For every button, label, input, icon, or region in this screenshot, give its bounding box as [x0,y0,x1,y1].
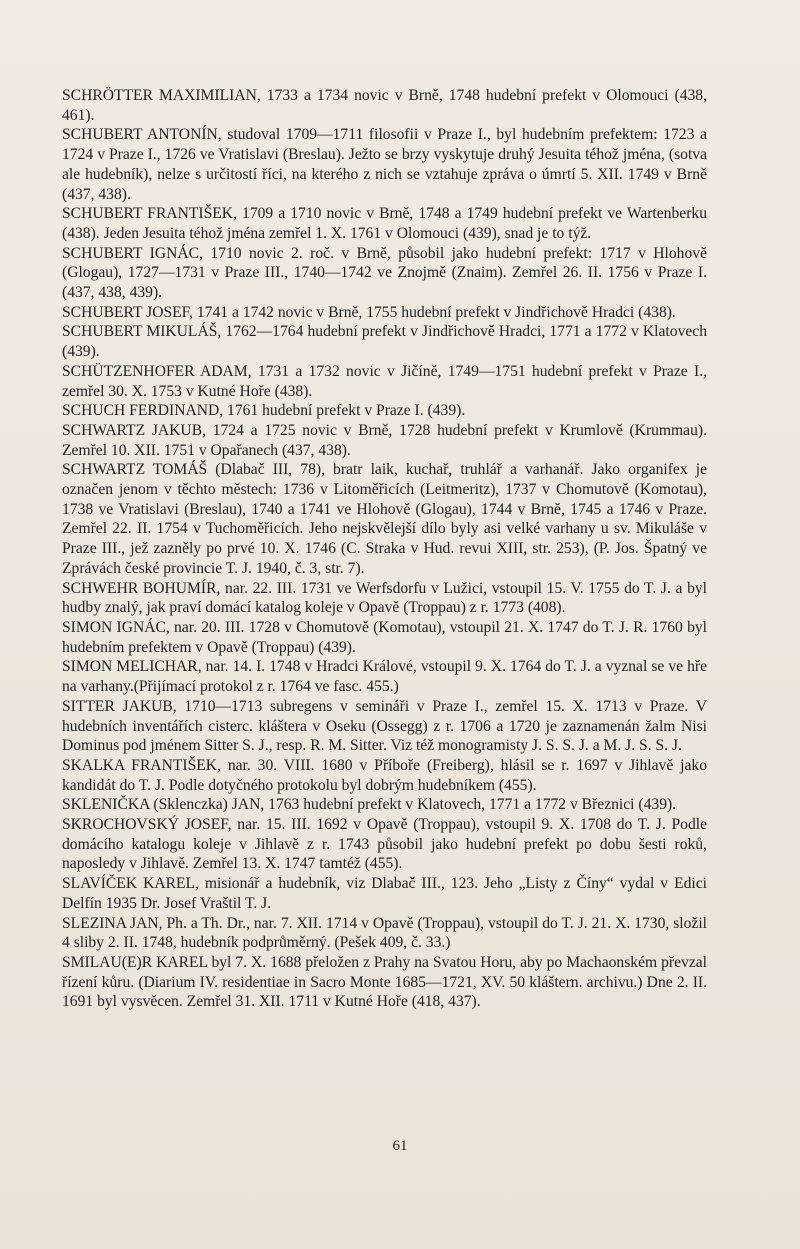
entry-schubert-antonin: SCHUBERT ANTONÍN, studoval 1709—1711 filosofii v Praze I., byl hudebním prefektem: 1723 a 1724 v Praze I., 1726 ve Vratislavi (Breslau). Ježto se brzy vyskytuje druhý Jesuita téhož jména, (sotva ale hudebník), nelze s určitostí říci, na kterého z nich se vztahuje zpráva o úmrtí 5. XII. 1749 v Brně (437, 438). [62,126,707,203]
entry-skrochovsky-josef: SKROCHOVSKÝ JOSEF, nar. 15. III. 1692 v Opavě (Troppau), vstoupil 9. X. 1708 do T. J. Podle domácího katalogu koleje v Jihlavě z r. 1743 působil jako hudební prefekt po dobu šesti roků, naposledy v Jihlavě. Zemřel 13. X. 1747 tamtéž (455). [62,816,707,873]
entry-smilauer-karel: SMILAU(E)R KAREL byl 7. X. 1688 přeložen z Prahy na Svatou Horu, aby po Machaonském převzal řízení kůru. (Diarium IV. residentiae in Sacro Monte 1685—1721, XV. 50 kláštern. archivu.) Dne 2. II. 1691 byl vysvěcen. Zemřel 31. XII. 1711 v Kutné Hoře (418, 437). [62,953,707,1011]
entry-schuch-ferdinand: SCHUCH FERDINAND, 1761 hudební prefekt v Praze I. (439). [62,402,466,420]
entry-sitter-jakub: SITTER JAKUB, 1710—1713 subregens v semináři v Praze I., zemřel 15. X. 1713 v Praze. V hudebních inventářích cisterc. kláštera v Oseku (Ossegg) z r. 1706 a 1720 je zaznamenán žalm Nisi Dominus pod jménem Sitter S. J., resp. R. M. Sitter. Viz též monogramisty J. S. S. J. a M. J. S. S. J. [62,697,707,755]
entry-sklenicka-jan: SKLENIČKA (Sklenczka) JAN, 1763 hudební prefekt v Klatovech, 1771 a 1772 v Březnici (439). [62,796,677,814]
entry-schwartz-jakub: SCHWARTZ JAKUB, 1724 a 1725 novic v Brně, 1728 hudební prefekt v Krumlově (Krummau). Zemřel 10. XII. 1751 v Opařanech (437, 438). [62,421,707,459]
entry-schubert-mikulas: SCHUBERT MIKULÁŠ, 1762—1764 hudební prefekt v Jindřichově Hradci, 1771 a 1772 v Klatovech (439). [62,323,707,361]
entry-schubert-ignac: SCHUBERT IGNÁC, 1710 novic 2. roč. v Brně, působil jako hudební prefekt: 1717 v Hlohově (Glogau), 1727—1731 v Praze III., 1740—1742 ve Znojmě (Znaim). Zemřel 26. II. 1756 v Praze I. (437, 438, 439). [62,244,707,302]
entry-list [62,86,707,1012]
entry-simon-melichar: SIMON MELICHAR, nar. 14. I. 1748 v Hradci Králové, vstoupil 9. X. 1764 do T. J. a vyznal se ve hře na varhany.(Přijímací protokol z r. 1764 ve fasc. 455.) [62,658,707,696]
entry-schubert-frantisek: SCHUBERT FRANTIŠEK, 1709 a 1710 novic v Brně, 1748 a 1749 hudební prefekt ve Wartenberku (438). Jeden Jesuita téhož jména zemřel 1. X. 1761 v Olomouci (439), snad je to týž. [62,205,707,242]
entry-schubert-josef: SCHUBERT JOSEF, 1741 a 1742 novic v Brně, 1755 hudební prefekt v Jindřichově Hradci (438). [62,303,676,321]
entry-slavicek-karel: SLAVÍČEK KAREL, misionář a hudebník, viz Dlabač III., 123. Jeho „Listy z Číny“ vydal v Edici Delfín 1935 Dr. Josef Vraštil T. J. [62,875,707,912]
entry-schrotter-maximilian: SCHRÖTTER MAXIMILIAN, 1733 a 1734 novic v Brně, 1748 hudební prefekt v Olomouci (438, 461). [62,87,707,124]
entry-slezina-jan: SLEZINA JAN, Ph. a Th. Dr., nar. 7. XII. 1714 v Opavě (Troppau), vstoupil do T. J. 21. X. 1730, složil 4 sliby 2. II. 1748, hudebník podprůměrný. (Pešek 409, č. 33.) [62,914,707,952]
page-number: 61 [392,1138,408,1154]
entry-schwartz-tomas: SCHWARTZ TOMÁŠ (Dlabač III, 78), bratr laik, kuchař, truhlář a varhanář. Jako organifex je označen jenom v těchto městech: 1736 v Litoměřicích (Leitmeritz), 1737 v Chomutově (Komotau), 1738 ve Vratislavi (Breslau), 1740 a 1741 ve Hlohově (Glogau), 1744 v Brně, 1745 a 1746 v Praze. Zemřel 22. II. 1754 v Tuchoměřicích. Jeho nejskvělejší dílo byly asi velké varhany u sv. Mikuláše v Praze III., jež zazněly po prvé 10. X. 1746 (C. Straka v Hud. revui XIII, str. 253), (P. Jos. Špatný ve Zprávách české provincie T. J. 1940, č. 3, str. 7). [62,461,707,577]
entry-skalka-frantisek: SKALKA FRANTIŠEK, nar. 30. VIII. 1680 v Příboře (Freiberg), hlásil se r. 1697 v Jihlavě jako kandidát do T. J. Podle dotyčného protokolu byl dobrým hudebníkem (455). [62,756,707,794]
entry-schutzenhofer-adam: SCHÜTZENHOFER ADAM, 1731 a 1732 novic v Jičíně, 1749—1751 hudební prefekt v Praze I., zemřel 30. X. 1753 v Kutné Hoře (438). [62,362,707,400]
entry-schwehr-bohumir: SCHWEHR BOHUMÍR, nar. 22. III. 1731 ve Werfsdorfu v Lužici, vstoupil 15. V. 1755 do T. J. a byl hudby znalý, jak praví domácí katalog koleje v Opavě (Troppau) z r. 1773 (408). [62,579,707,617]
entry-simon-ignac: SIMON IGNÁC, nar. 20. III. 1728 v Chomutově (Komotau), vstoupil 21. X. 1747 do T. J. R. 1760 byl hudebním prefektem v Opavě (Troppau) (439). [62,618,707,656]
